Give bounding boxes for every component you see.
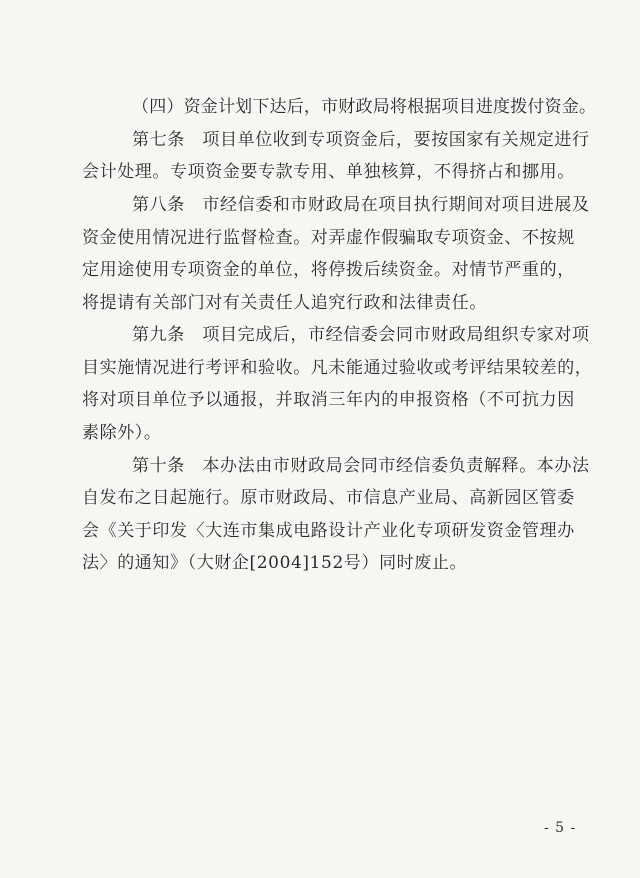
article-9-line-1: 第九条 项目完成后，市经信委会同市财政局组织专家对项: [132, 325, 590, 345]
article-8-line-3: 定用途使用专项资金的单位，将停拨后续资金。对情节严重的，: [82, 260, 575, 280]
article-10-line-1: 第十条 本办法由市财政局会同市经信委负责解释。本办法: [132, 456, 590, 476]
paragraph-4-line-1: （四）资金计划下达后，市财政局将根据项目进度拨付资金。: [132, 97, 597, 117]
article-9-line-4: 素除外）。: [82, 423, 162, 443]
article-8-line-1: 第八条 市经信委和市财政局在项目执行期间对项目进展及: [132, 195, 590, 215]
article-9-line-2: 目实施情况进行考评和验收。凡未能通过验收或考评结果较差的，: [82, 358, 593, 378]
article-7-line-1: 第七条 项目单位收到专项资金后，要按国家有关规定进行: [132, 130, 590, 150]
article-8-line-2: 资金使用情况进行监督检查。对弄虚作假骗取专项资金、不按规: [82, 228, 575, 248]
article-10-line-2: 自发布之日起施行。原市财政局、市信息产业局、高新园区管委: [82, 488, 575, 508]
article-10-line-3: 会《关于印发〈大连市集成电路设计产业化专项研发资金管理办: [82, 521, 575, 541]
article-10-line-4: 法〉的通知》（大财企[2004]152号）同时废止。: [82, 553, 468, 573]
page-number: - 5 -: [544, 820, 577, 836]
article-7-line-2: 会计处理。专项资金要专款专用、单独核算，不得挤占和挪用。: [82, 162, 575, 182]
article-9-line-3: 将对项目单位予以通报，并取消三年内的申报资格（不可抗力因: [82, 390, 575, 410]
article-8-line-4: 将提请有关部门对有关责任人追究行政和法律责任。: [82, 293, 487, 313]
